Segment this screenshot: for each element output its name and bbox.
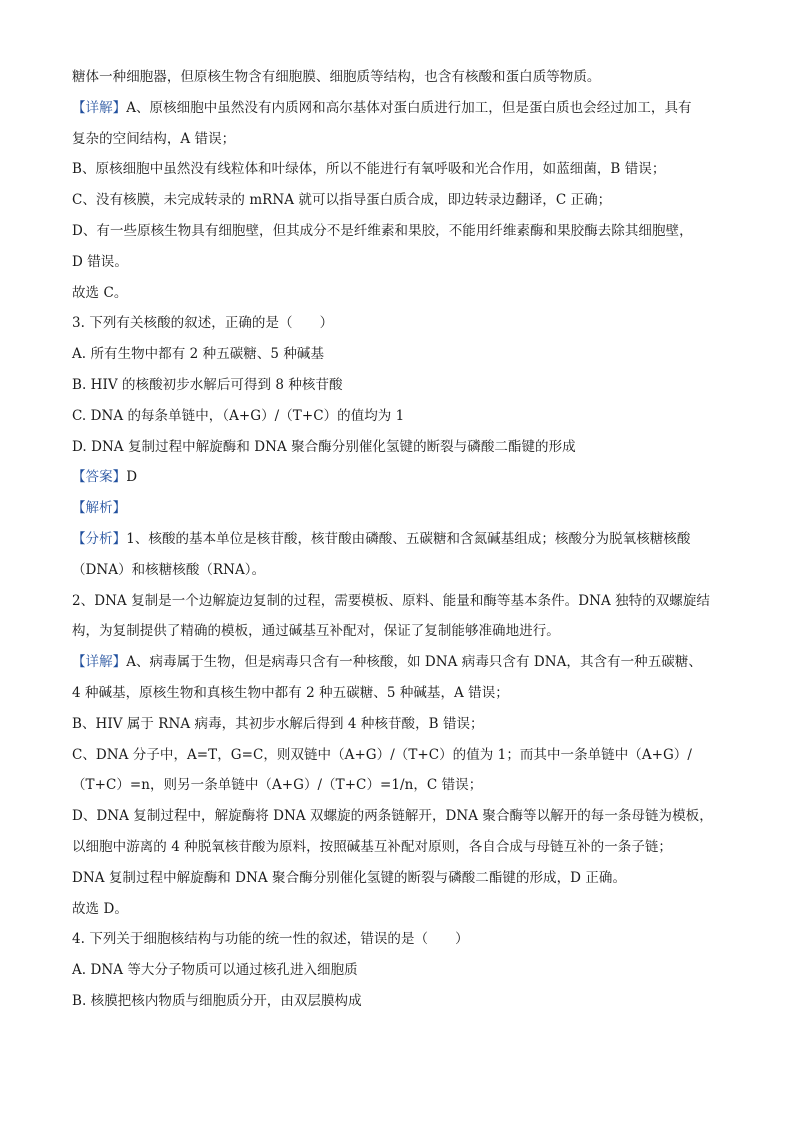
fenxi-tag: 【分析】 (72, 530, 127, 547)
text-line: 构，为复制提供了精确的模板，通过碱基互补配对，保证了复制能够准确地进行。 (72, 623, 560, 640)
analysis-line (72, 493, 734, 524)
text-line: D、有一些原核生物具有细胞壁，但其成分不是纤维素和果胶，不能用纤维素酶和果胶酶去除其细胞壁， (72, 222, 693, 239)
text-line: 【详解】A、病毒属于生物，但是病毒只含有一种核酸，如 DNA 病毒只含有 DNA，其含有一种五碳糖、 (72, 654, 702, 671)
text-line: D 错误。 (72, 253, 128, 270)
text-line: B、原核细胞中虽然没有线粒体和叶绿体，所以不能进行有氧呼吸和光合作用，如蓝细菌，B 错误； (72, 161, 666, 178)
option-d: D. DNA 复制过程中解旋酶和 DNA 聚合酶分别催化氢键的断裂与磷酸二酯键的形成 (72, 438, 576, 455)
text-line: 故选 D。 (72, 900, 128, 917)
text-line: C、DNA 分子中，A=T，G=C，则双链中（A+G）/（T+C）的值为 1；而其中一条单链中（A+G）/ (72, 746, 692, 763)
text-line: 【详解】A、原核细胞中虽然没有内质网和高尔基体对蛋白质进行加工，但是蛋白质也会经过加工，具有 (72, 99, 692, 116)
option-a: A. 所有生物中都有 2 种五碳糖、5 种碱基 (72, 346, 325, 363)
text-line: DNA 复制过程中解旋酶和 DNA 聚合酶分别催化氢键的断裂与磷酸二酯键的形成，D 正确。 (72, 869, 627, 886)
question-title: 4. 下列关于细胞核结构与功能的统一性的叙述，错误的是（ ） (72, 931, 469, 948)
text-line: B、HIV 属于 RNA 病毒，其初步水解后得到 4 种核苷酸，B 错误； (72, 715, 484, 732)
text-line: 以细胞中游离的 4 种脱氧核苷酸为原料，按照碱基互补配对原则，各自合成与母链互补的一条子链； (72, 838, 672, 855)
answer-tag: 【答案】 (72, 469, 127, 486)
text-line: 2、DNA 复制是一个边解旋边复制的过程，需要模板、原料、能量和酶等基本条件。DNA 独特的双螺旋结 (72, 592, 710, 609)
text-line: 【分析】1、核酸的基本单位是核苷酸，核苷酸由磷酸、五碳糖和含氮碱基组成；核酸分为脱氧核糖核酸 (72, 530, 691, 547)
option-a: A. DNA 等大分子物质可以通过核孔进入细胞质 (72, 962, 358, 979)
text-line: 故选 C。 (72, 284, 128, 301)
answer-line: 【答案】D (72, 469, 138, 486)
analysis-tag: 【解析】 (72, 500, 127, 517)
option-b: B. 核膜把核内物质与细胞质分开，由双层膜构成 (72, 992, 362, 1009)
question-title: 3. 下列有关核酸的叙述，正确的是（ ） (72, 315, 334, 332)
text-line: C、没有核膜，未完成转录的 mRNA 就可以指导蛋白质合成，即边转录边翻译，C 正确； (72, 192, 612, 209)
text-line: （DNA）和核糖核酸（RNA）。 (72, 561, 266, 578)
option-c: C. DNA 的每条单链中，（A+G）/（T+C）的值均为 1 (72, 407, 405, 424)
text-line: 糖体一种细胞器，但原核生物含有细胞膜、细胞质等结构，也含有核酸和蛋白质等物质。 (72, 69, 601, 85)
detail-tag: 【详解】 (72, 654, 127, 671)
text-line: D、DNA 复制过程中，解旋酶将 DNA 双螺旋的两条链解开，DNA 聚合酶等以解开的每一条母链为模板， (72, 808, 713, 825)
option-b: B. HIV 的核酸初步水解后可得到 8 种核苷酸 (72, 376, 343, 393)
text-line: 复杂的空间结构，A 错误； (72, 130, 236, 147)
detail-tag: 【详解】 (72, 99, 127, 116)
text-line: 4 种碱基，原核生物和真核生物中都有 2 种五碳糖、5 种碱基，A 错误； (72, 684, 509, 701)
text-line: （T+C）=n，则另一条单链中（A+G）/（T+C）=1/n，C 错误； (72, 777, 483, 794)
